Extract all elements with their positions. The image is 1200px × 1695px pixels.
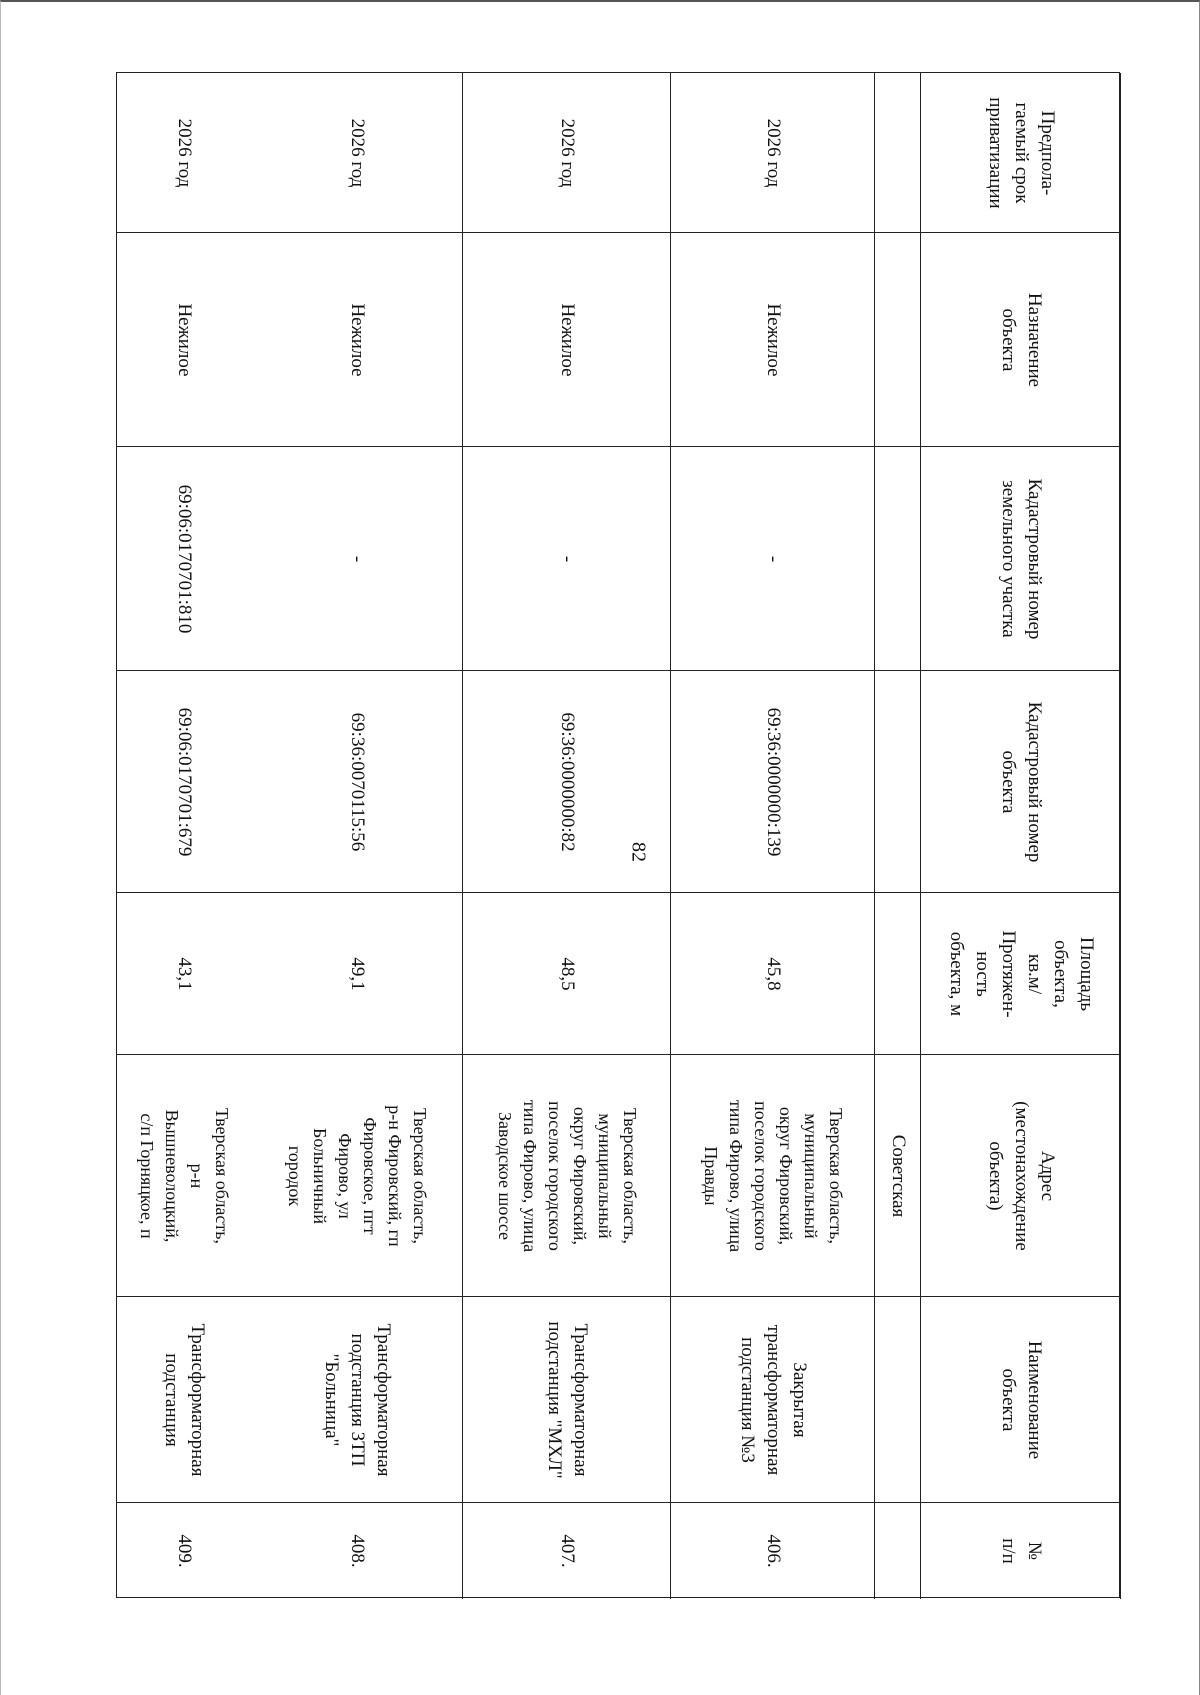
section-cell	[875, 233, 921, 447]
cell-value: 409.	[174, 1534, 195, 1568]
cell-value: Нежилое	[763, 303, 784, 377]
cell-value: -	[763, 555, 784, 563]
table-cell-object-address	[251, 1055, 463, 1297]
header-cell-object-address	[921, 1055, 1121, 1297]
cell-value: Трансформаторная подстанция ЗТП "Больница"	[321, 1323, 394, 1477]
table-cell-object-address	[117, 1055, 251, 1297]
cell-value: -	[347, 555, 368, 563]
table-cell-object-address	[463, 1055, 671, 1297]
cell-value: Трансформаторная подстанция "МХЛ"	[544, 1321, 591, 1479]
table-cell-object-purpose	[117, 233, 251, 447]
cell-value: Тверская область, муниципальный округ Фировский, поселок городского типа Фирово, улица Правды	[701, 1099, 846, 1253]
header-cell-land-cadastral-number	[921, 447, 1121, 671]
cell-value: 69:36:0000000:139	[763, 707, 784, 857]
cell-value: 69:36:0070115:56	[347, 712, 368, 852]
header-cell-privatization-term	[921, 73, 1121, 233]
header-label: Наименование объекта	[998, 1340, 1045, 1460]
table-cell-object-area	[671, 893, 875, 1055]
section-cell	[875, 893, 921, 1055]
cell-value: Тверская область, муниципальный округ Фировский, поселок городского типа Фирово, улица Заводское шоссе	[495, 1099, 640, 1253]
cell-value: Нежилое	[557, 303, 578, 377]
cell-value: Нежилое	[174, 303, 195, 377]
section-cell	[875, 1055, 921, 1297]
table-cell-object-area	[463, 893, 671, 1055]
section-cell	[875, 447, 921, 671]
table-cell-privatization-term	[671, 73, 875, 233]
table-cell-object-purpose	[251, 233, 463, 447]
section-cell	[875, 671, 921, 893]
table-cell-object-name	[671, 1297, 875, 1503]
cell-value: Закрытая трансформаторная подстанция №3	[737, 1324, 810, 1476]
table-cell-object-cadastral-number	[671, 671, 875, 893]
cell-value: 406.	[763, 1534, 784, 1568]
cell-value: 2026 год	[763, 118, 784, 188]
header-label: Кадастровый номер земельного участка	[998, 478, 1045, 640]
table-cell-row-number	[251, 1503, 463, 1599]
cell-value: 2026 год	[174, 118, 195, 188]
table-cell-object-purpose	[671, 233, 875, 447]
cell-value: 69:06:0170701:679	[174, 707, 195, 857]
table-cell-privatization-term	[251, 73, 463, 233]
table-cell-object-address	[671, 1055, 875, 1297]
cell-value: Тверская область, р-н Фировский, гп Фировское, пгт Фирово, ул Больничный городок	[285, 1105, 430, 1247]
cell-value: -	[557, 555, 578, 563]
header-label: Кадастровый номер объекта	[998, 701, 1045, 863]
table-cell-object-cadastral-number	[251, 671, 463, 893]
cell-value: Тверская область, р-н Вышневолоцкий, с/п Горняцкое, п	[137, 1108, 232, 1244]
cell-value: Трансформаторная подстанция	[161, 1323, 208, 1477]
section-label: Советская	[888, 1134, 909, 1218]
header-cell-object-name	[921, 1297, 1121, 1503]
section-cell	[875, 73, 921, 233]
table-cell-land-cadastral-number	[671, 447, 875, 671]
cell-value: 43,1	[174, 957, 195, 991]
section-cell	[875, 1503, 921, 1599]
table-cell-object-area	[251, 893, 463, 1055]
table-cell-privatization-term	[117, 73, 251, 233]
table-cell-land-cadastral-number	[117, 447, 251, 671]
cell-value: 45,8	[763, 957, 784, 991]
table-cell-object-name	[463, 1297, 671, 1503]
cell-value: 69:36:0000000:82	[557, 712, 578, 852]
cell-value: 69:06:0170701:810	[174, 484, 195, 634]
cell-value: 408.	[347, 1534, 368, 1568]
header-cell-object-purpose	[921, 233, 1121, 447]
section-cell	[875, 1297, 921, 1503]
cell-value: Нежилое	[347, 303, 368, 377]
cell-value: 48,5	[557, 957, 578, 991]
cell-value: 2026 год	[557, 118, 578, 188]
cell-value: 2026 год	[347, 118, 368, 188]
data-table	[116, 72, 1120, 1598]
table-cell-land-cadastral-number	[251, 447, 463, 671]
header-cell-object-cadastral-number	[921, 671, 1121, 893]
header-label: Площадь объекта, кв.м/ Протяжен- ность объекта, м	[946, 930, 1097, 1018]
table-cell-object-purpose	[463, 233, 671, 447]
table-cell-object-name	[117, 1297, 251, 1503]
table-cell-land-cadastral-number	[463, 447, 671, 671]
table-cell-row-number	[463, 1503, 671, 1599]
page-number: 82	[627, 842, 650, 862]
header-label: Назначение объекта	[998, 292, 1045, 388]
cell-value: 407.	[557, 1534, 578, 1568]
table-cell-object-cadastral-number	[117, 671, 251, 893]
table-cell-privatization-term	[463, 73, 671, 233]
table-cell-row-number	[671, 1503, 875, 1599]
table-cell-object-name	[251, 1297, 463, 1503]
cell-value: 49,1	[347, 957, 368, 991]
header-label: Адрес (местонахождение объекта)	[985, 1101, 1058, 1251]
table-cell-object-cadastral-number	[463, 671, 671, 893]
header-label: № п/п	[998, 1538, 1045, 1564]
table-cell-row-number	[117, 1503, 251, 1599]
header-cell-row-number	[921, 1503, 1121, 1599]
table-cell-object-area	[117, 893, 251, 1055]
header-cell-object-area	[921, 893, 1121, 1055]
header-label: Предпола- гаемый срок приватизации	[985, 97, 1058, 209]
